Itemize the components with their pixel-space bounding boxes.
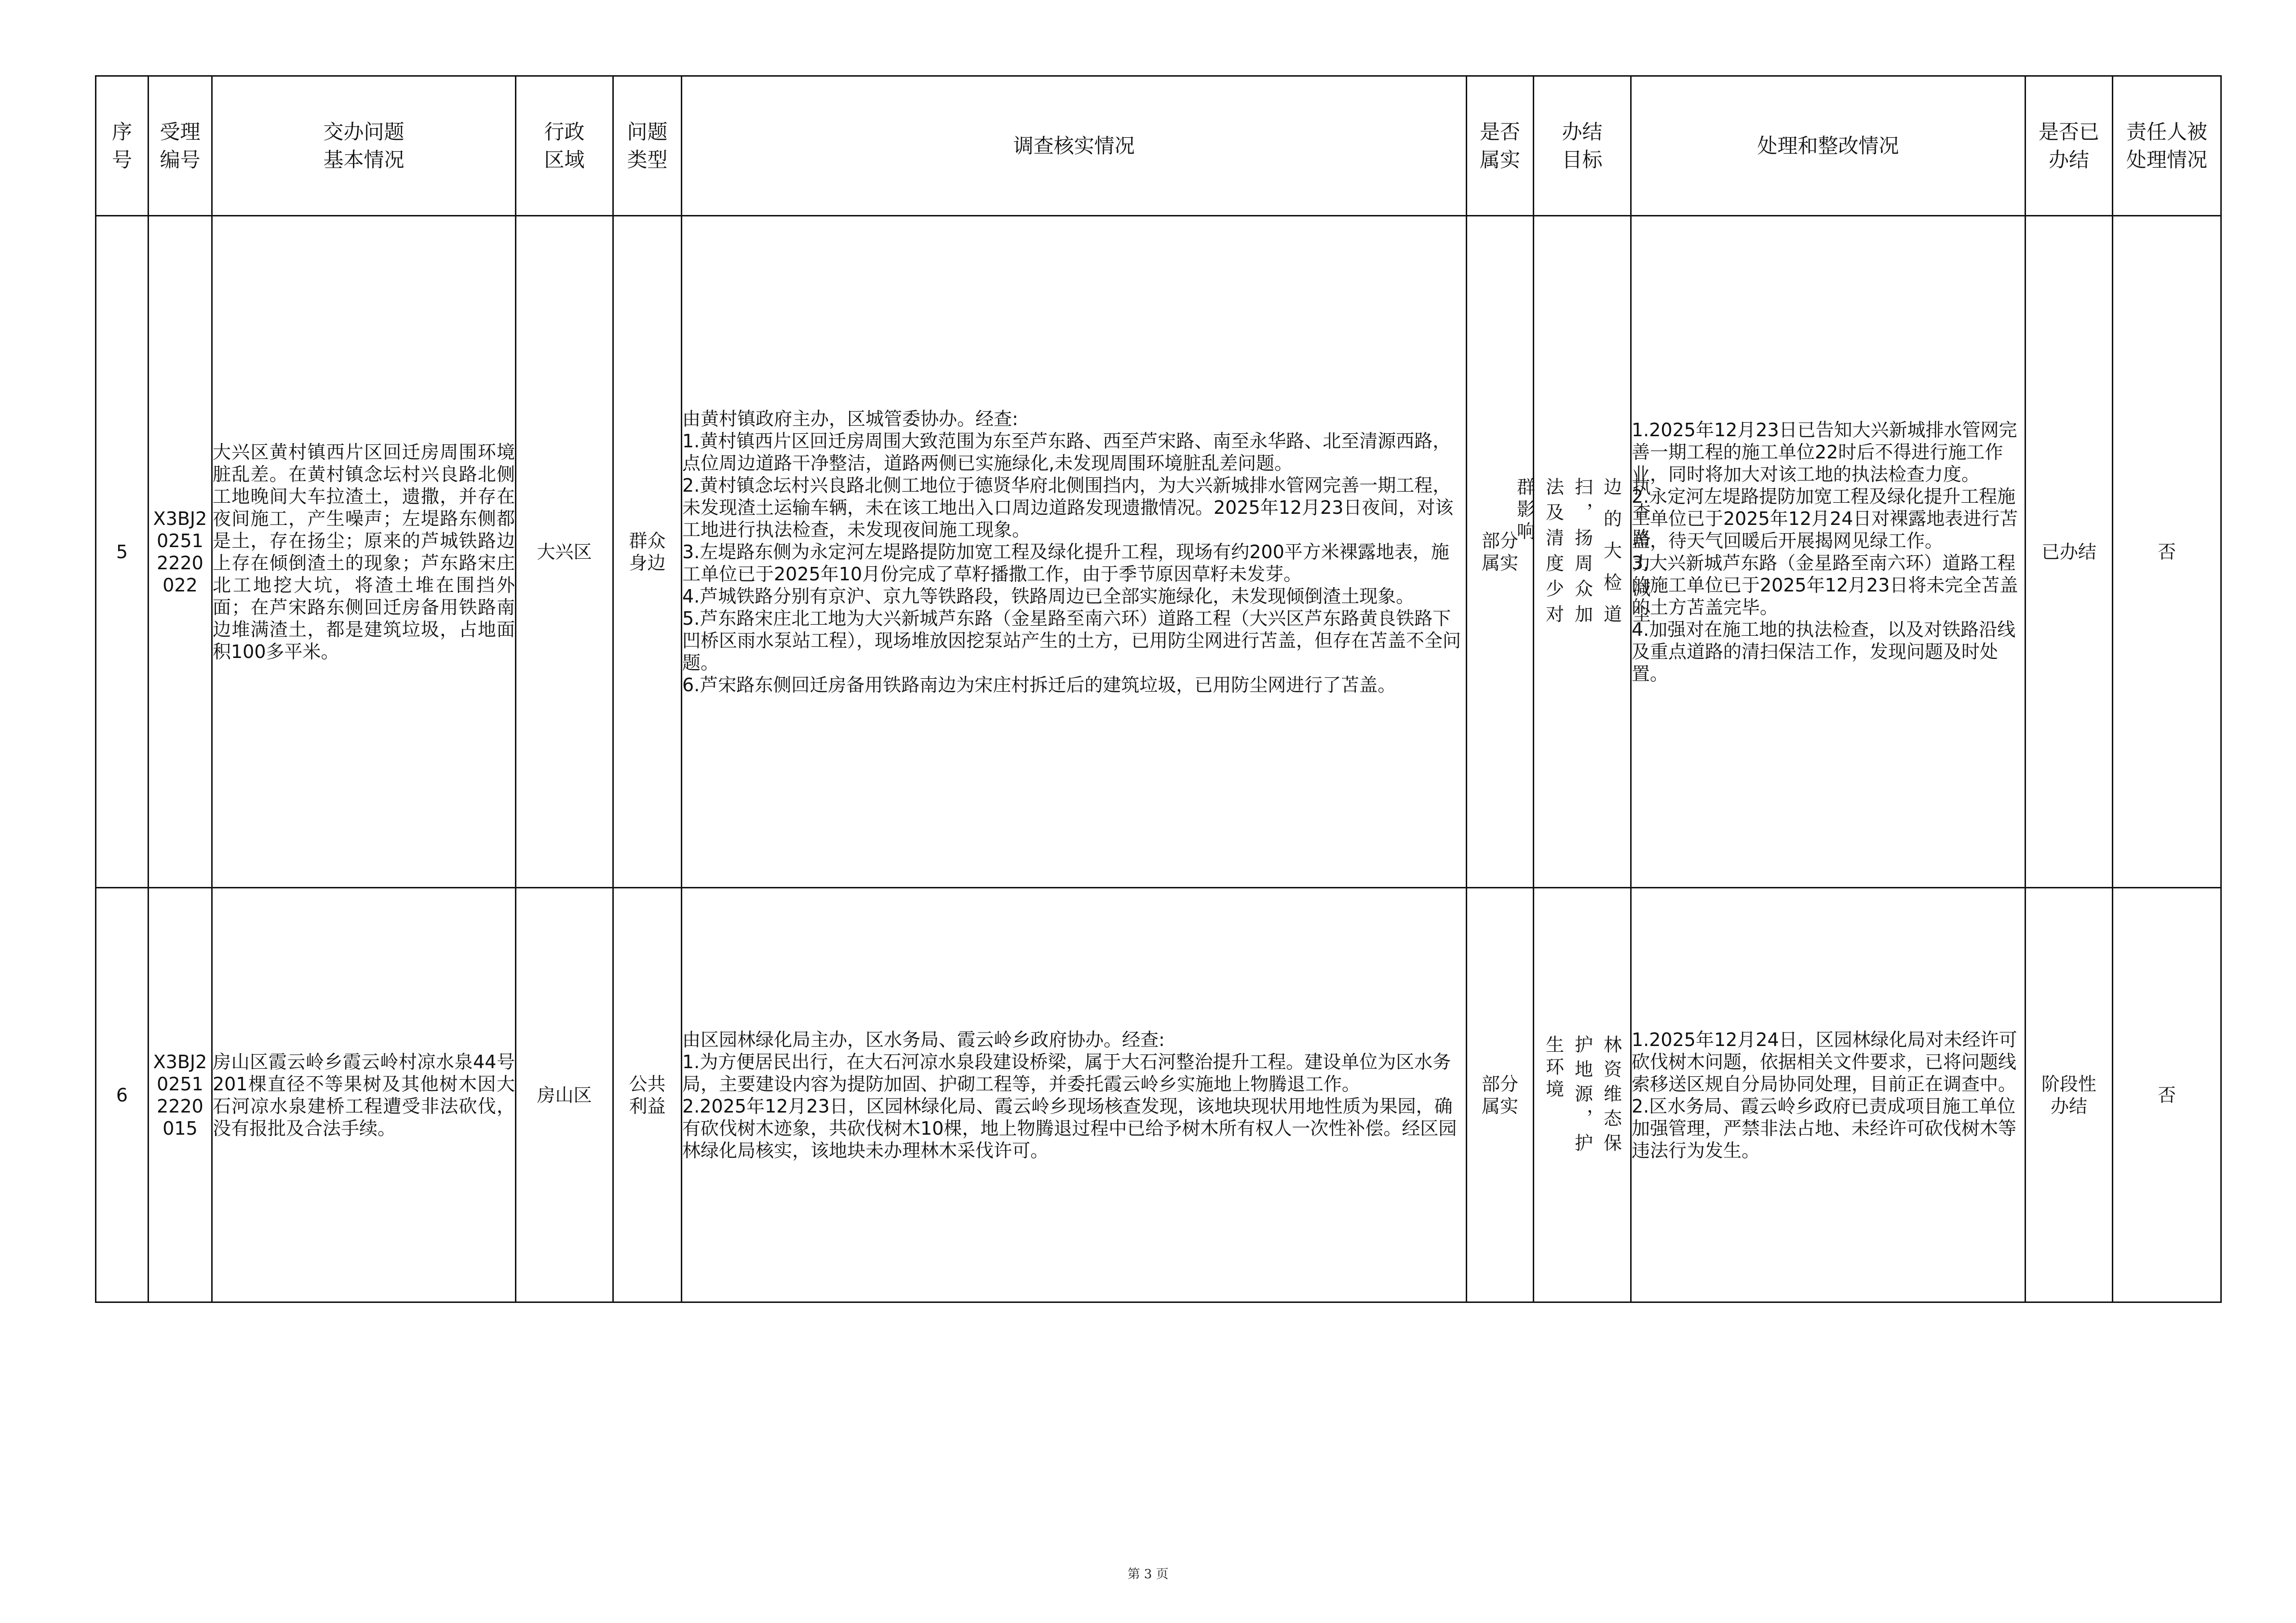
cell-accept-no: X3BJ2 0251 2220 022 [149,216,212,888]
header-true: 是否 属实 [1467,76,1534,216]
cell-problem: 大兴区黄村镇西片区回迁房周围环境脏乱差。在黄村镇念坛村兴良路北侧工地晚间大车拉渣土，遗撒，并存在夜间施工，产生噪声；左堤路东侧都是土，存在扬尘；原来的芦城铁路边上存在倾倒渣土的现象；芦东路宋庄北工地挖大坑，将渣土堆在围挡外面；在芦宋路东侧回迁房备用铁路南边堆满渣土，都是建筑垃圾，占地面积100多平米。 [212,216,516,888]
cell-punish: 否 [2113,888,2221,1302]
cell-true: 部分 属实 [1467,888,1534,1302]
header-district: 行政 区域 [516,76,613,216]
header-problem: 交办问题 基本情况 [212,76,516,216]
cell-true: 部分 属实 [1467,216,1534,888]
cell-handling: 1.2025年12月24日，区园林绿化局对未经许可砍伐树木问题，依据相关文件要求，已将问题线索移送区规自分局协同处理，目前正在调查中。 2.区水务局、霞云岭乡政府已责成项目施工单位加强管理，严禁非法占地、未经许可砍伐树木等违法行为发生。 [1631,888,2026,1302]
header-handling: 处理和整改情况 [1631,76,2026,216]
cell-problem: 房山区霞云岭乡霞云岭村凉水泉44号201棵直径不等果树及其他树木因大石河凉水泉建桥工程遭受非法砍伐，没有报批及合法手续。 [212,888,516,1302]
header-seq: 序 号 [96,76,149,216]
report-table [95,75,2222,1303]
goal-text: 执查路力减尘边的大检道扫，扬周众加法及清度少对群影响 [1513,477,1651,627]
cell-closed: 阶段性 办结 [2026,888,2113,1302]
table-row [96,888,2221,1302]
header-type: 问题 类型 [613,76,682,216]
cell-investigation: 由黄村镇政府主办，区城管委协办。经查: 1.黄村镇西片区回迁房周围大致范围为东至芦东路、西至芦宋路、南至永华路、北至清源西路，点位周边道路干净整洁，道路两侧已实施绿化,未发现周围环境脏乱差问题。 2.黄村镇念坛村兴良路北侧工地位于德贤华府北侧围挡内，为大兴新城排水管网完善一期工程，未发现渣土运输车辆，未在该工地出入口周边道路发现遗撒情况。2025年12月23日夜间，对该工地进行执法检查，未发现夜间施工现象。 3.左堤路东侧为永定河左堤路提防加宽工程及绿化提升工程，现场有约200平方米裸露地表，施工单位已于2025年10月份完成了草籽播撒工作，由于季节原因草籽未发芽。 4.芦城铁路分别有京沪、京九等铁路段，铁路周边已全部实施绿化，未发现倾倒渣土现象。 5.芦东路宋庄北工地为大兴新城芦东路（金星路至南六环）道路工程（大兴区芦东路黄良铁路下凹桥区雨水泵站工程），现场堆放因挖泵站产生的土方，已用防尘网进行苫盖，但存在苫盖不全问题。 6.芦宋路东侧回迁房备用铁路南边为宋庄村拆迁后的建筑垃圾，已用防尘网进行了苫盖。 [682,216,1467,888]
cell-accept-no: X3BJ2 0251 2220 015 [149,888,212,1302]
cell-seq: 6 [96,888,149,1302]
cell-investigation: 由区园林绿化局主办，区水务局、霞云岭乡政府协办。经查: 1.为方便居民出行，在大石河凉水泉段建设桥梁，属于大石河整治提升工程。建设单位为区水务局，主要建设内容为提防加固、护砌工程等，并委托霞云岭乡实施地上物腾退工作。 2.2025年12月23日，区园林绿化局、霞云岭乡现场核查发现，该地块现状用地性质为果园，确有砍伐树木迹象，共砍伐树木10棵，地上物腾退过程中已给予树木所有权人一次性补偿。经区园林绿化局核实，该地块未办理林木采伐许可。 [682,888,1467,1302]
header-accept-no: 受理 编号 [149,76,212,216]
cell-type: 群众 身边 [613,216,682,888]
header-closed: 是否已 办结 [2026,76,2113,216]
table-row [96,216,2221,888]
cell-closed: 已办结 [2026,216,2113,888]
cell-punish: 否 [2113,216,2221,888]
cell-district: 房山区 [516,888,613,1302]
cell-goal [1534,888,1631,1302]
header-goal: 办结 目标 [1534,76,1631,216]
cell-handling: 1.2025年12月23日已告知大兴新城排水管网完善一期工程的施工单位22时后不得进行施工作业，同时将加大对该工地的执法检查力度。 2.永定河左堤路提防加宽工程及绿化提升工程施工单位已于2025年12月24日对裸露地表进行苫盖，待天气回暖后开展揭网见绿工作。 3.大兴新城芦东路（金星路至南六环）道路工程的施工单位已于2025年12月23日将未完全苫盖的土方苫盖完毕。 4.加强对在施工地的执法检查，以及对铁路沿线及重点道路的清扫保洁工作，发现问题及时处置。 [1631,216,2026,888]
header-investigation: 调查核实情况 [682,76,1467,216]
goal-text: 林资维态保护地源，护生环境 [1542,1034,1622,1155]
cell-seq: 5 [96,216,149,888]
cell-type: 公共 利益 [613,888,682,1302]
header-row [96,76,2221,216]
cell-goal [1513,216,1651,888]
page-number: 第 3 页 [1127,1567,1169,1582]
cell-district: 大兴区 [516,216,613,888]
header-punish: 责任人被 处理情况 [2113,76,2221,216]
